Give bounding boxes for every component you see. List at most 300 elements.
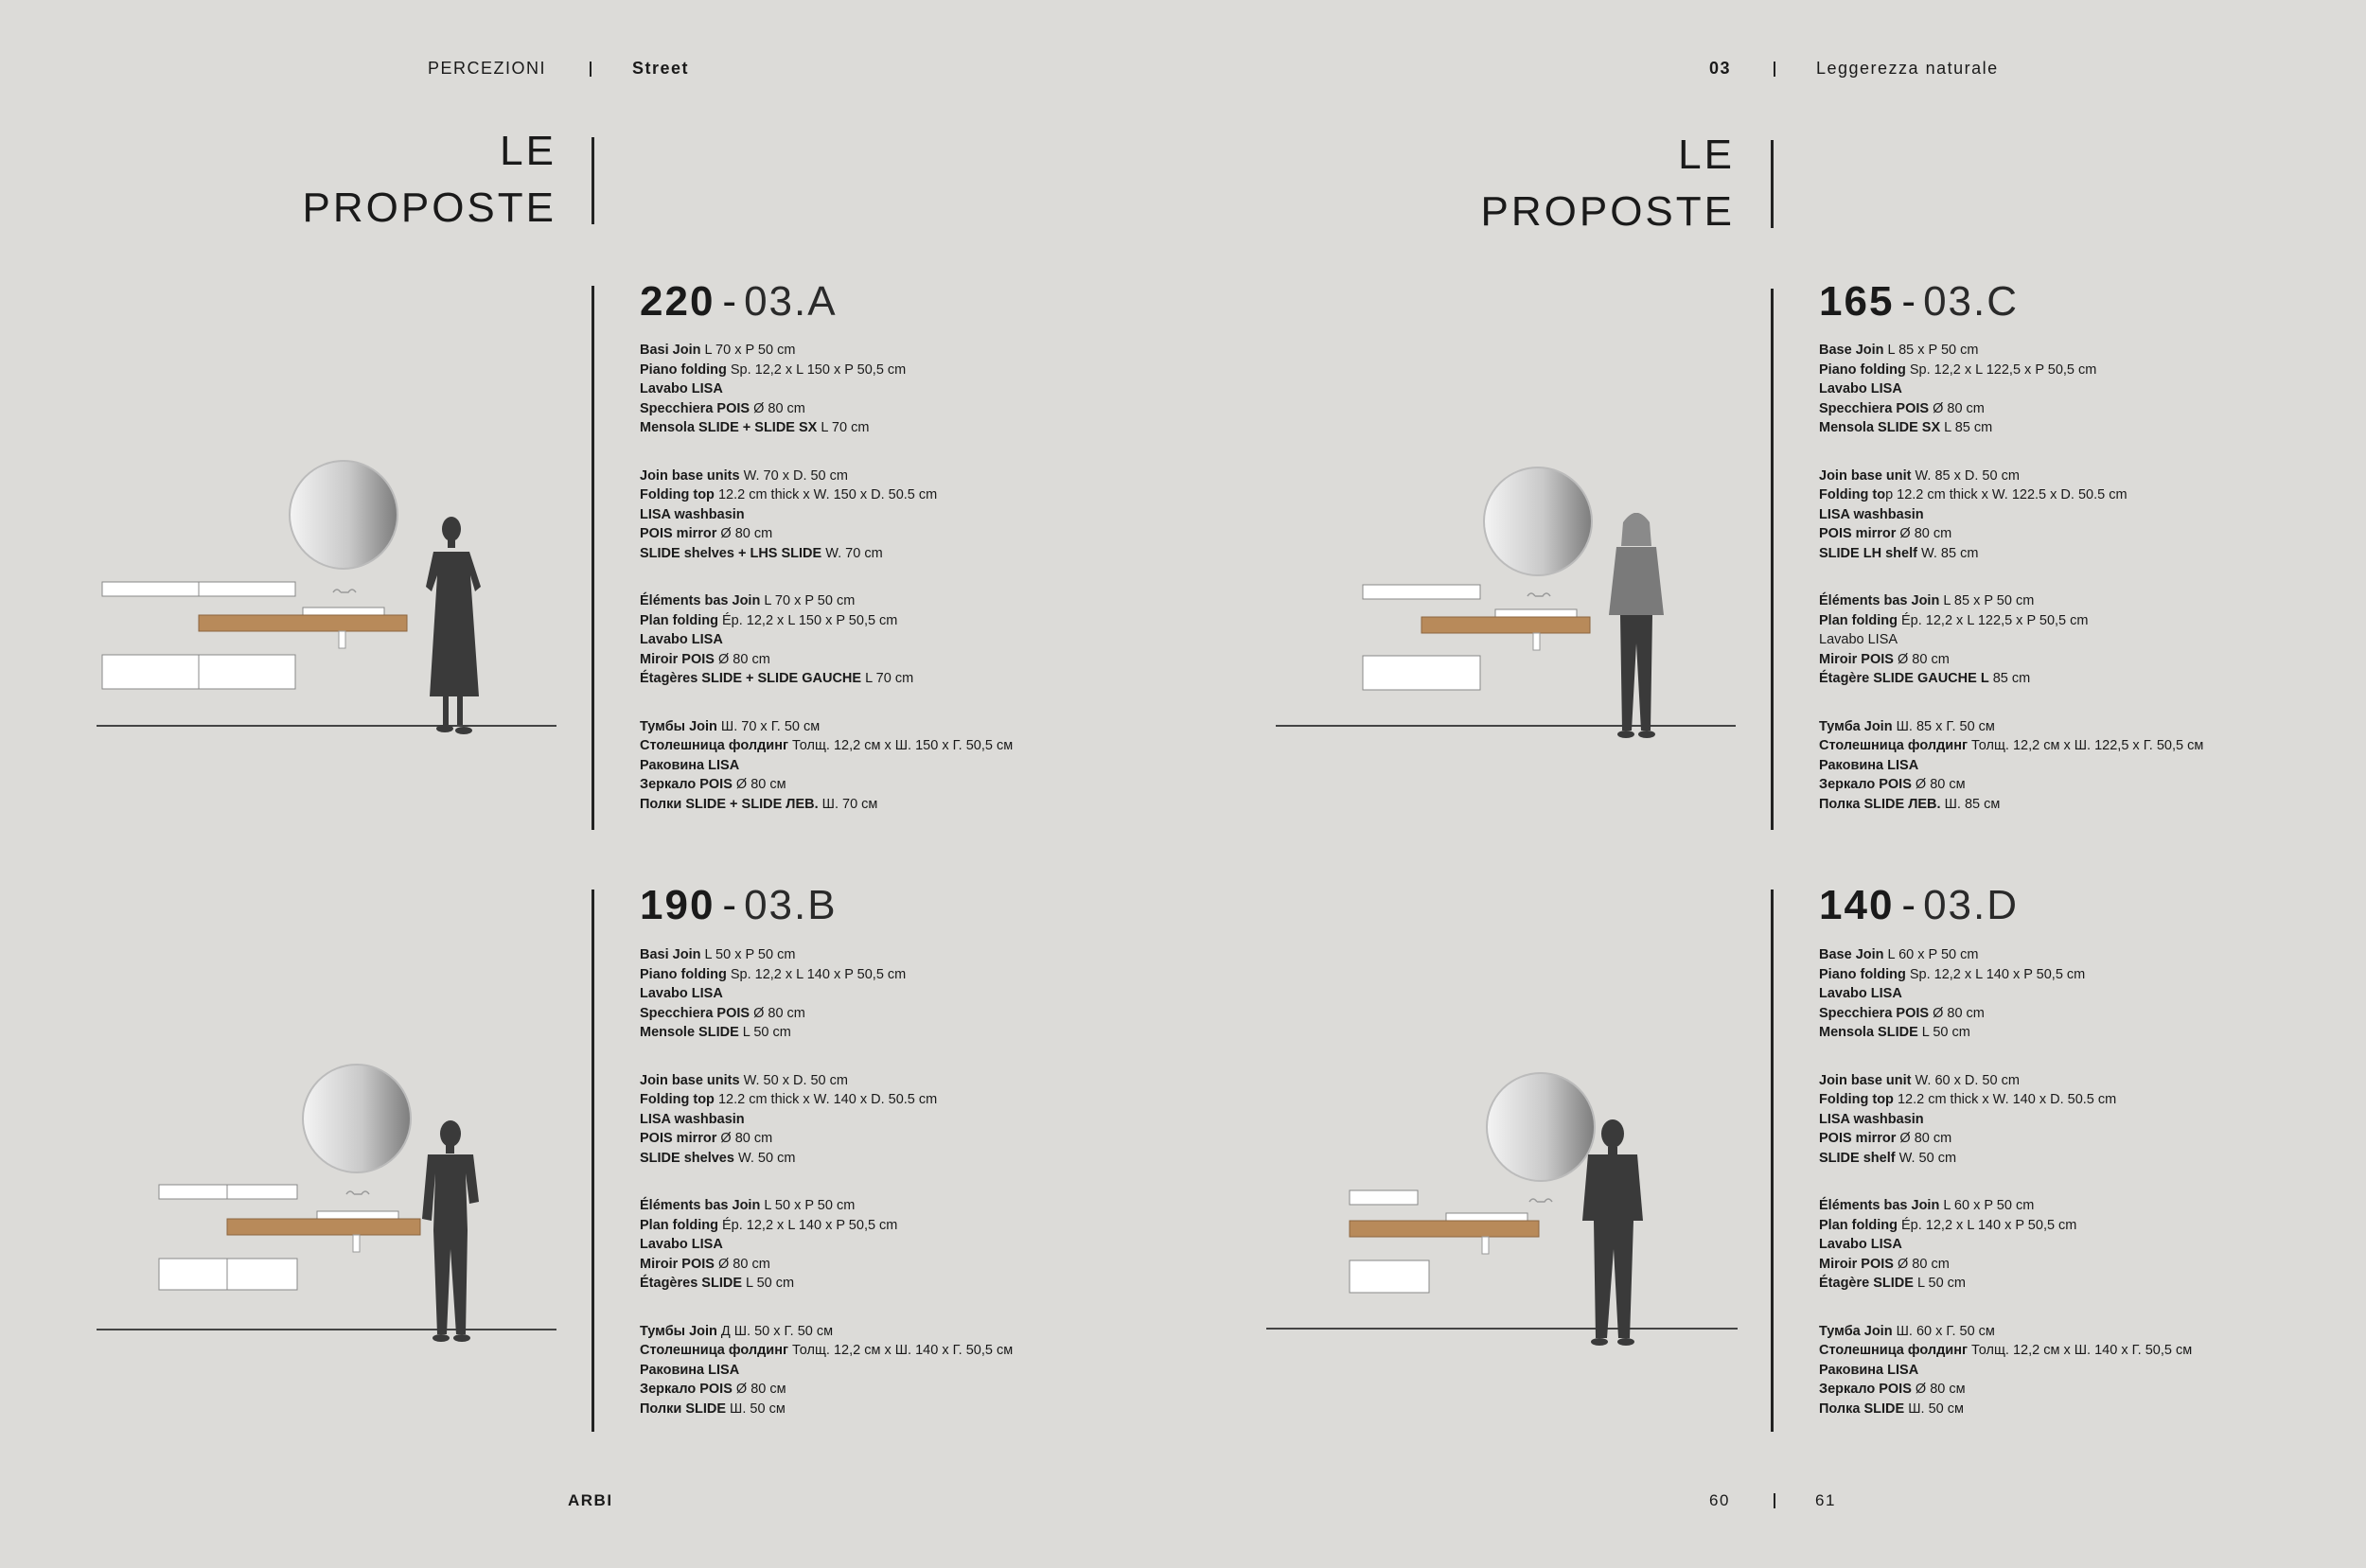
spec-item-value: Ш. 50 см	[1904, 1401, 1964, 1417]
spec-line	[640, 717, 1013, 737]
spec-line	[1819, 1149, 2192, 1169]
spec-language-group	[640, 467, 1013, 564]
spec-line	[1819, 418, 2203, 438]
spec-line	[640, 611, 1013, 631]
spec-item-name: Join base unit	[1819, 467, 1912, 484]
spec-line	[640, 1090, 1013, 1110]
faucet-icon	[1529, 1199, 1552, 1202]
spec-item-value: L 50 x P 50 cm	[760, 1198, 856, 1213]
spec-line	[1819, 669, 2203, 689]
title-line: PROPOSTE	[302, 185, 556, 231]
spec-item-value: Ø 80 cm	[1929, 1005, 1985, 1021]
wooden-top	[1350, 1221, 1539, 1237]
spec-item-value: Ø 80 cm	[750, 1005, 805, 1021]
spec-item-name: Éléments bas Join	[640, 1198, 761, 1213]
spec-line	[640, 1110, 1013, 1130]
spec-divider	[592, 890, 594, 1432]
title-dash: -	[1901, 882, 1916, 928]
spec-item-value: Ø 80 cm	[1896, 526, 1952, 541]
spec-item-name: Mensola SLIDE + SLIDE SX	[640, 420, 818, 435]
spec-item-name: LISA washbasin	[1819, 506, 1924, 522]
spec-item-value: Ø 80 cm	[1893, 651, 1950, 667]
spec-item-name: Mensole SLIDE	[640, 1025, 739, 1040]
spec-line	[1819, 1216, 2192, 1236]
chapter-title: Leggerezza naturale	[1816, 59, 1999, 78]
spec-item-name: Тумба Join	[1819, 718, 1893, 734]
spec-divider	[1771, 289, 1774, 830]
spec-item-name: Lavabo LISA	[1819, 986, 1902, 1001]
spec-language-group	[640, 591, 1013, 689]
spec-item-value: Толщ. 12,2 см х Ш. 140 х Г. 50,5 см	[788, 1343, 1014, 1358]
spec-item-value: L 85 x P 50 cm	[1883, 343, 1979, 358]
spec-item-name: Miroir POIS	[1819, 1256, 1894, 1272]
upper-shelf	[1363, 585, 1480, 599]
spec-item-name: Зеркало POIS	[640, 1382, 733, 1397]
spec-line	[1819, 965, 2192, 985]
spec-item-name: Piano folding	[640, 361, 727, 378]
spec-item-value: W. 60 x D. 50 cm	[1911, 1072, 2020, 1088]
spec-item-name: Столешница фолдинг	[1819, 1343, 1969, 1358]
spec-item-value: W. 70 x D. 50 cm	[739, 467, 848, 484]
spec-line	[640, 1071, 1013, 1091]
spec-line	[640, 1255, 1013, 1275]
spec-item-value: 85 cm	[1988, 671, 2031, 686]
spec-item-name: SLIDE shelf	[1819, 1150, 1896, 1166]
spec-line	[640, 669, 1013, 689]
spec-item-value: L 60 x P 50 cm	[1939, 1198, 2035, 1213]
faucet-icon	[1527, 593, 1550, 596]
spec-item-name: Base Join	[1819, 343, 1884, 358]
product-size: 140	[1819, 882, 1895, 928]
spec-item-value: L 85 cm	[1940, 420, 1993, 435]
spec-item-name: Specchiera POIS	[1819, 400, 1930, 416]
spec-line	[640, 418, 1013, 438]
spec-line	[1819, 611, 2203, 631]
spec-item-name: Lavabo LISA	[640, 986, 723, 1001]
spec-item-value: Sp. 12,2 x L 140 x P 50,5 cm	[726, 966, 907, 982]
spec-item-value: L 50 x P 50 cm	[700, 947, 796, 962]
spec-item-name: Lavabo LISA	[640, 1237, 723, 1252]
spec-item-name: Столешница фолдинг	[640, 1343, 789, 1358]
spec-item-value: 12.2 cm thick x W. 140 x D. 50.5 cm	[714, 1092, 938, 1107]
spec-item-name: Раковина LISA	[1819, 1362, 1919, 1378]
spec-item-value: Ø 80 cm	[750, 400, 805, 416]
spec-item-name: Étagères SLIDE	[640, 1276, 742, 1291]
spec-line	[1819, 795, 2203, 815]
product-code: 03.C	[1923, 278, 2020, 325]
spec-item-value: Ш. 50 см	[726, 1401, 786, 1417]
product-title-165	[1819, 278, 2019, 326]
spec-item-value: 12.2 cm thick x W. 140 x D. 50.5 cm	[1893, 1092, 2117, 1107]
spec-item-name: Étagère SLIDE GAUCHE L	[1819, 671, 1989, 686]
spec-item-value: Ш. 60 х Г. 50 см	[1892, 1323, 1995, 1339]
product-title-220	[640, 278, 838, 326]
faucet-icon	[346, 1191, 369, 1194]
spec-line	[1819, 1235, 2192, 1255]
spec-item-name: Specchiera POIS	[1819, 1005, 1930, 1021]
section-label: PERCEZIONI	[428, 59, 547, 78]
spec-line	[640, 524, 1013, 544]
spec-line	[640, 1196, 1013, 1216]
spec-line	[1819, 945, 2192, 965]
spec-item-name: Раковина LISA	[640, 757, 740, 773]
spec-line	[640, 1380, 1013, 1400]
spec-line	[640, 1341, 1013, 1361]
product-title-140	[1819, 882, 2019, 929]
spec-item-name: Specchiera POIS	[640, 1005, 750, 1021]
washbasin	[1495, 609, 1577, 617]
spec-line	[640, 965, 1013, 985]
spec-line	[1819, 1071, 2192, 1091]
spec-item-name: SLIDE shelves + LHS SLIDE	[640, 545, 822, 561]
spec-item-value: Sp. 12,2 x L 122,5 x P 50,5 cm	[1905, 361, 2097, 378]
faucet-icon	[333, 590, 356, 592]
spec-line	[1819, 736, 2203, 756]
spec-line	[1819, 591, 2203, 611]
spec-item-name: Lavabo LISA	[1819, 1237, 1902, 1252]
spec-item-name: SLIDE shelves	[640, 1150, 734, 1166]
spec-item-value: Ép. 12,2 x L 140 x P 50,5 cm	[1897, 1217, 2077, 1233]
man-figure	[422, 1120, 479, 1342]
spec-line	[1819, 1322, 2192, 1342]
spec-item-name: POIS mirror	[640, 1131, 717, 1146]
spec-language-group	[1819, 1322, 2192, 1419]
spec-item-value: Толщ. 12,2 см х Ш. 140 х Г. 50,5 см	[1968, 1343, 2193, 1358]
spec-item-value: L 70 x P 50 cm	[760, 593, 856, 608]
spec-item-name: Étagères SLIDE + SLIDE GAUCHE	[640, 671, 862, 686]
page-title-right	[1481, 127, 1736, 240]
spec-line	[1819, 1110, 2192, 1130]
spec-line	[640, 736, 1013, 756]
spec-line	[640, 544, 1013, 564]
title-dash: -	[722, 278, 737, 325]
man-figure	[1582, 1119, 1643, 1346]
spec-item-value: W. 50 cm	[733, 1150, 796, 1166]
spec-language-group	[640, 1322, 1013, 1419]
spec-item-name: Specchiera POIS	[640, 400, 750, 416]
spec-item-name: Plan folding	[640, 1217, 718, 1233]
title-dash: -	[1901, 278, 1916, 325]
spec-item-value: Ш. 85 х Г. 50 см	[1892, 718, 1995, 734]
spec-line	[1819, 984, 2192, 1004]
mirror-icon	[1484, 467, 1592, 575]
spec-item-name: Зеркало POIS	[1819, 1382, 1912, 1397]
header-divider	[1774, 62, 1775, 77]
spec-language-group	[1819, 467, 2203, 564]
spec-item-value: W. 85 x D. 50 cm	[1911, 467, 2020, 484]
product-size: 190	[640, 882, 715, 928]
spec-line	[1819, 341, 2203, 361]
spec-item-name: Lavabo LISA	[640, 381, 723, 396]
spec-item-value: L 50 cm	[742, 1276, 795, 1291]
base-unit	[159, 1259, 297, 1290]
spec-item-value: Ø 80 cm	[1896, 1131, 1952, 1146]
product-code: 03.A	[744, 278, 838, 325]
spec-language-group	[640, 945, 1013, 1043]
spec-item-value: Толщ. 12,2 см х Ш. 122,5 х Г. 50,5 см	[1968, 738, 2204, 753]
spec-item-name: LISA washbasin	[640, 1111, 745, 1127]
spec-item-name: POIS mirror	[1819, 1131, 1897, 1146]
title-divider	[1771, 140, 1774, 228]
spec-item-name: Полка SLIDE	[1819, 1401, 1905, 1417]
spec-item-name: Miroir POIS	[640, 651, 715, 667]
spec-line	[1819, 1023, 2192, 1043]
spec-line	[1819, 756, 2203, 776]
title-line: PROPOSTE	[1480, 188, 1735, 235]
spec-item-name: Полки SLIDE + SLIDE ЛЕВ.	[640, 796, 819, 812]
spec-item-value: Ø 80 cm	[716, 526, 773, 541]
spec-item-value: L 70 x P 50 cm	[700, 343, 796, 358]
spec-item-name: Столешница фолдинг	[640, 738, 789, 753]
drain-pipe	[339, 631, 345, 648]
wooden-top	[227, 1219, 420, 1235]
spec-item-value: Ø 80 cm	[714, 651, 770, 667]
spec-item-value: L 85 x P 50 cm	[1939, 593, 2035, 608]
mirror-icon	[1487, 1073, 1595, 1181]
spec-line	[1819, 505, 2203, 525]
spec-item-value: Ø 80 см	[732, 1382, 786, 1397]
spec-item-value: Ø 80 cm	[714, 1256, 770, 1272]
spec-language-group	[1819, 1071, 2192, 1169]
chapter-number: 03	[1709, 59, 1732, 78]
spec-item-name: Раковина LISA	[1819, 757, 1919, 773]
spec-line	[1819, 379, 2203, 399]
spec-line	[640, 467, 1013, 486]
bathroom-illustration-190	[85, 1060, 568, 1372]
spec-item-value: L 70 cm	[861, 671, 914, 686]
spec-item-name: Basi Join	[640, 947, 701, 962]
woman-figure	[426, 517, 481, 734]
spec-item-name: Тумба Join	[1819, 1323, 1893, 1339]
title-line: LE	[500, 128, 556, 174]
spec-item-value: L 60 x P 50 cm	[1883, 947, 1979, 962]
spec-item-name: Mensola SLIDE SX	[1819, 420, 1941, 435]
spec-line	[640, 1149, 1013, 1169]
header-divider	[590, 62, 592, 77]
product-code: 03.B	[744, 882, 838, 928]
washbasin	[303, 608, 384, 615]
spec-line	[640, 1216, 1013, 1236]
spec-line	[640, 1361, 1013, 1381]
spec-item-name: Étagère SLIDE	[1819, 1276, 1914, 1291]
spec-line	[1819, 1129, 2192, 1149]
upper-shelf	[1350, 1190, 1418, 1205]
bathroom-illustration-220	[85, 454, 568, 757]
spec-line	[640, 341, 1013, 361]
spec-line	[1819, 1090, 2192, 1110]
spec-line	[1819, 1004, 2192, 1024]
product-code: 03.D	[1923, 882, 2020, 928]
spec-item-value: L 70 cm	[817, 420, 870, 435]
title-dash: -	[722, 882, 737, 928]
spec-item-value: Sp. 12,2 x L 140 x P 50,5 cm	[1905, 966, 2086, 982]
spec-item-value: Sp. 12,2 x L 150 x P 50,5 cm	[726, 361, 907, 378]
drain-pipe	[353, 1235, 360, 1252]
spec-line	[640, 1023, 1013, 1043]
spec-item-name: SLIDE LH shelf	[1819, 545, 1917, 561]
spec-block-220	[640, 341, 1013, 842]
spec-item-name: Раковина LISA	[640, 1362, 740, 1378]
spec-item-value: Ép. 12,2 x L 140 x P 50,5 cm	[717, 1217, 898, 1233]
spec-item-value: Ø 80 см	[732, 777, 786, 792]
drain-pipe	[1533, 633, 1540, 650]
wooden-top	[199, 615, 407, 631]
spec-line	[1819, 544, 2203, 564]
washbasin	[317, 1211, 398, 1219]
spec-line	[1819, 1255, 2192, 1275]
spec-line	[640, 379, 1013, 399]
product-title-190	[640, 882, 838, 929]
spec-line	[640, 945, 1013, 965]
spec-line	[1819, 485, 2203, 505]
spec-line	[1819, 717, 2203, 737]
spec-item-value: Ш. 70 х Г. 50 см	[716, 718, 821, 734]
spec-item-value: Ép. 12,2 x L 150 x P 50,5 cm	[717, 612, 898, 628]
spec-item-value: Ø 80 см	[1911, 777, 1966, 792]
spec-item-value: Ø 80 cm	[716, 1131, 773, 1146]
spec-language-group	[640, 341, 1013, 438]
spec-line	[1819, 1400, 2192, 1419]
spec-item-value: Ép. 12,2 x L 122,5 x P 50,5 cm	[1897, 612, 2089, 628]
spec-item-name: Зеркало POIS	[1819, 777, 1912, 792]
spec-language-group	[1819, 341, 2203, 438]
title-line: LE	[1678, 132, 1735, 178]
spec-item-value: 12.2 cm thick x W. 150 x D. 50.5 cm	[714, 487, 938, 502]
product-size: 165	[1819, 278, 1895, 325]
spec-language-group	[1819, 945, 2192, 1043]
spec-item-name: Piano folding	[1819, 361, 1906, 378]
spec-item-name: Folding top	[1819, 1092, 1894, 1107]
spec-item-value: W. 70 cm	[821, 545, 883, 561]
bathroom-illustration-165	[1268, 454, 1751, 757]
spec-divider	[1771, 890, 1774, 1432]
footer-divider	[1774, 1493, 1775, 1508]
spec-line	[640, 775, 1013, 795]
spec-line	[1819, 1380, 2192, 1400]
spec-item-value: W. 85 cm	[1916, 545, 1979, 561]
spec-line	[640, 485, 1013, 505]
spec-item-name: Folding top	[640, 1092, 715, 1107]
spec-item-value: Толщ. 12,2 см х Ш. 150 х Г. 50,5 см	[788, 738, 1014, 753]
spec-item-value: L 50 cm	[1913, 1276, 1966, 1291]
spec-item-value: Ш. 70 см	[818, 796, 878, 812]
spec-item-value: Ø 80 см	[1911, 1382, 1966, 1397]
spec-item-name: Éléments bas Join	[1819, 1198, 1940, 1213]
spec-item-name: Plan folding	[1819, 612, 1898, 628]
mirror-icon	[290, 461, 397, 569]
spec-language-group	[640, 1071, 1013, 1169]
spec-item-name: Piano folding	[640, 966, 727, 982]
section-sublabel: Street	[632, 59, 690, 78]
product-size: 220	[640, 278, 715, 325]
spec-item-name: LISA washbasin	[640, 506, 745, 522]
spec-language-group	[1819, 1196, 2192, 1294]
spec-item-name: POIS mirror	[640, 526, 717, 541]
bathroom-illustration-140	[1259, 1060, 1751, 1372]
spec-item-value: W. 50 cm	[1895, 1150, 1957, 1166]
spec-item-value: Ø 80 cm	[1893, 1256, 1950, 1272]
drain-pipe	[1482, 1237, 1489, 1254]
spec-language-group	[1819, 717, 2203, 815]
spec-item-name: Join base units	[640, 467, 740, 484]
spec-item-value: Ø 80 cm	[1929, 400, 1985, 416]
spec-line	[640, 630, 1013, 650]
spec-item-name: Join base units	[640, 1072, 740, 1088]
spec-item-value: L 50 cm	[738, 1025, 791, 1040]
spec-block-190	[640, 945, 1013, 1447]
spec-item-value: L 50 cm	[1917, 1025, 1970, 1040]
spec-item-value: Д Ш. 50 х Г. 50 см	[716, 1323, 834, 1339]
spec-language-group	[640, 717, 1013, 815]
spec-line	[1819, 524, 2203, 544]
wooden-top	[1421, 617, 1590, 633]
title-divider	[592, 137, 594, 224]
upper-shelf	[159, 1185, 297, 1199]
spec-line	[640, 756, 1013, 776]
spec-line	[640, 399, 1013, 419]
spec-item-name: Plan folding	[1819, 1217, 1898, 1233]
spec-item-value: Ш. 85 см	[1940, 796, 2001, 812]
spec-item-name: Piano folding	[1819, 966, 1906, 982]
spec-item-name: Lavabo LISA	[1819, 381, 1902, 396]
spec-block-140	[1819, 945, 2192, 1447]
spec-item-name: Folding top	[640, 487, 715, 502]
page-number-left: 60	[1709, 1491, 1730, 1509]
spec-language-group	[640, 1196, 1013, 1294]
spec-line	[640, 361, 1013, 380]
spec-line	[1819, 1274, 2192, 1294]
spec-item-name: Folding to	[1819, 487, 1886, 502]
spec-line	[1819, 1361, 2192, 1381]
spec-item-name: Полки SLIDE	[640, 1401, 727, 1417]
spec-item-name: Base Join	[1819, 947, 1884, 962]
spec-divider	[592, 286, 594, 830]
page-title-left	[303, 123, 557, 237]
spec-line	[1819, 361, 2203, 380]
spec-item-value: p 12.2 cm thick x W. 122.5 x D. 50.5 cm	[1885, 487, 2128, 502]
spec-item-name: Miroir POIS	[640, 1256, 715, 1272]
spec-item-value: Lavabo LISA	[1819, 632, 1898, 647]
spec-line	[640, 1235, 1013, 1255]
spec-line	[1819, 1341, 2192, 1361]
washbasin	[1446, 1213, 1527, 1221]
spec-block-165	[1819, 341, 2203, 842]
spec-line	[640, 1322, 1013, 1342]
spec-item-name: Éléments bas Join	[1819, 593, 1940, 608]
spec-line	[1819, 775, 2203, 795]
spec-line	[640, 591, 1013, 611]
spec-line	[640, 795, 1013, 815]
spec-item-name: Тумбы Join	[640, 1323, 717, 1339]
spec-item-name: Miroir POIS	[1819, 651, 1894, 667]
spec-item-name: Mensola SLIDE	[1819, 1025, 1918, 1040]
spec-item-name: Basi Join	[640, 343, 701, 358]
spec-line	[1819, 1196, 2192, 1216]
spec-line	[640, 1129, 1013, 1149]
woman-figure	[1609, 513, 1664, 738]
page-number-right: 61	[1815, 1491, 1836, 1509]
spec-line	[640, 984, 1013, 1004]
spec-item-value: W. 50 x D. 50 cm	[739, 1072, 848, 1088]
mirror-icon	[303, 1065, 411, 1172]
spec-item-name: Éléments bas Join	[640, 593, 761, 608]
spec-line	[1819, 467, 2203, 486]
spec-line	[640, 1004, 1013, 1024]
spec-line	[640, 1400, 1013, 1419]
spec-line	[1819, 399, 2203, 419]
spec-item-name: LISA washbasin	[1819, 1111, 1924, 1127]
brand-logo: ARBI	[568, 1491, 613, 1509]
